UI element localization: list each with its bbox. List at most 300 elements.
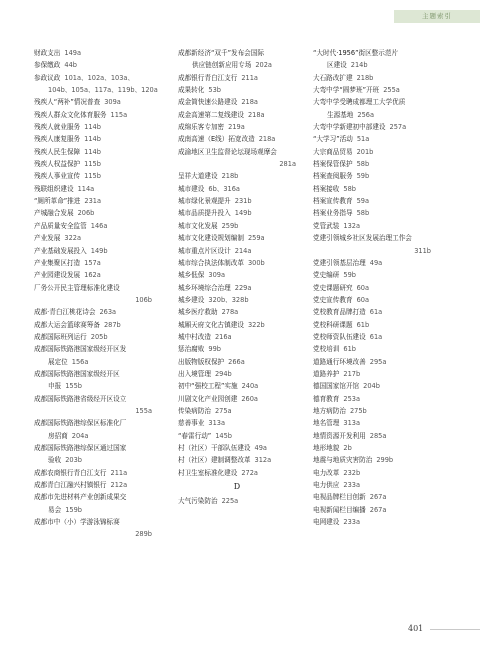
page-ref: 253a xyxy=(343,394,361,403)
index-term: 成都国际铁路港综保区标准化厂 xyxy=(34,419,127,428)
index-entry xyxy=(34,454,152,466)
page-ref: 101a、102a、103a、 xyxy=(64,73,135,82)
index-entry xyxy=(178,170,296,182)
index-entry xyxy=(178,294,296,306)
index-term: 成都青白江融兴村镇银行 xyxy=(34,481,107,490)
index-entry xyxy=(34,319,152,331)
index-term: 德育教育 xyxy=(313,394,340,403)
page-ref: 217b xyxy=(343,369,361,378)
index-entry xyxy=(313,232,431,244)
page-ref: 294b xyxy=(214,369,232,378)
page-ref: 206b xyxy=(77,209,95,218)
index-entry xyxy=(178,380,296,392)
page-ref: 214a xyxy=(234,246,252,255)
index-column-1 xyxy=(34,47,158,541)
index-entry xyxy=(178,133,296,145)
letter-heading-label: D xyxy=(233,482,241,492)
index-term: 呈祥大道建设 xyxy=(178,172,218,181)
index-entry xyxy=(34,331,152,343)
index-column-3 xyxy=(313,47,431,528)
page-ref: 257a xyxy=(389,123,407,132)
index-entry xyxy=(34,121,152,133)
page-ref: 58b xyxy=(356,160,370,169)
page-ref: 218a xyxy=(241,98,258,107)
index-entry xyxy=(34,146,152,158)
index-term: 成都农商银行青白江支行 xyxy=(34,468,107,477)
page-ref: 218a xyxy=(247,110,265,119)
page-ref: 115b xyxy=(84,160,101,169)
page-ref: 218b xyxy=(221,172,239,181)
index-entry xyxy=(178,306,296,318)
index-entry xyxy=(313,183,431,195)
index-term: 城厢天府文化古镇建设 xyxy=(178,320,244,329)
index-term: 党校教育品牌打造 xyxy=(313,308,366,317)
index-term: 城市重点片区设计 xyxy=(178,246,231,255)
index-term: 成都市中（小）学游泳锦标赛 xyxy=(34,518,120,527)
index-term: 大弯中学“圆梦班”开班 xyxy=(313,86,380,95)
index-entry xyxy=(178,319,296,331)
page-ref: 114b xyxy=(84,123,101,132)
page-ref: 211a xyxy=(110,468,128,477)
index-term: 成都国际班列运行 xyxy=(34,332,87,341)
page-ref: 149b xyxy=(234,209,252,218)
index-entry xyxy=(178,343,296,355)
index-term: 成都银行青白江支行 xyxy=(178,73,238,82)
index-entry xyxy=(34,417,152,429)
page-ref: 272a xyxy=(241,468,258,477)
page-ref: 240a xyxy=(241,382,259,391)
index-entry xyxy=(178,454,296,466)
index-term: 党史编研 xyxy=(313,271,340,280)
page-ref: 218a xyxy=(258,135,276,144)
page-ref: 106b xyxy=(135,295,152,304)
page-ref: 60a xyxy=(356,283,369,292)
letter-heading xyxy=(178,481,296,493)
index-term: 初中“强校工程”实施 xyxy=(178,382,238,391)
page-ref: 60a xyxy=(356,295,369,304)
page-ref: 263a xyxy=(99,308,117,317)
index-term: 出入境管理 xyxy=(178,369,211,378)
index-term: 区建设 xyxy=(327,61,347,70)
index-entry xyxy=(34,294,152,306)
index-term: 参保缴政 xyxy=(34,61,61,70)
index-term: 档案接收 xyxy=(313,184,340,193)
index-term: 城乡环境综合治理 xyxy=(178,283,231,292)
index-term: 道路养护 xyxy=(313,369,340,378)
index-entry xyxy=(34,442,152,454)
index-entry xyxy=(178,146,296,158)
index-term: 大弯中学新建初中部建设 xyxy=(313,123,386,132)
index-entry xyxy=(178,109,296,121)
index-entry xyxy=(313,96,431,108)
page-ref: 114b xyxy=(84,135,101,144)
index-column-2 xyxy=(178,47,296,508)
index-term: 成果转化 xyxy=(178,86,205,95)
index-term: 残疾人“两补”情况普查 xyxy=(34,98,101,107)
index-term: 成渝地区卫生监督论坛现场观摩会 xyxy=(178,147,277,156)
index-entry xyxy=(178,467,296,479)
index-term: 成都市先进材料产业创新成果交 xyxy=(34,493,127,502)
page-ref: 229a xyxy=(234,283,252,292)
index-entry xyxy=(34,195,152,207)
index-entry xyxy=(178,47,296,59)
index-entry xyxy=(34,47,152,59)
index-term: 成金简快速公路建设 xyxy=(178,98,238,107)
index-entry xyxy=(34,356,152,368)
index-term: 残疾人民生保障 xyxy=(34,147,81,156)
index-term: 村（社区）干部队伍建设 xyxy=(178,444,251,452)
index-term: 残疾人事业宣传 xyxy=(34,172,81,181)
index-term: 产业基础发展投入 xyxy=(34,246,87,255)
page-ref: 51a xyxy=(356,135,370,144)
index-term: 残疾人就业服务 xyxy=(34,123,81,132)
index-term: “春雷行动” xyxy=(178,431,212,440)
index-term: 电网建设 xyxy=(313,518,340,527)
index-entry xyxy=(313,245,431,257)
index-term: 残疾人群众文化体育服务 xyxy=(34,110,107,119)
index-term: 城市文化发展 xyxy=(178,221,218,230)
index-term: 党校师资队伍建设 xyxy=(313,332,366,341)
page-ref: 233a xyxy=(343,518,361,527)
index-term: 惩治腐败 xyxy=(178,345,205,354)
index-entry xyxy=(178,245,296,257)
index-term: “大学习”活动 xyxy=(313,135,353,144)
index-term: 地情资源开发利用 xyxy=(313,431,366,440)
page-ref: 205b xyxy=(90,332,108,341)
page-ref: 204a xyxy=(71,431,89,440)
index-term: 成绵乐客专加密 xyxy=(178,123,225,132)
page-ref: 281a xyxy=(279,160,296,169)
page-ref: 309a xyxy=(208,271,226,280)
index-entry xyxy=(34,343,152,355)
page-ref: 201b xyxy=(356,147,374,156)
index-term: 成都·青白江桃花诗会 xyxy=(34,308,96,317)
index-entry xyxy=(178,331,296,343)
index-term: 党管武装 xyxy=(313,221,340,230)
page-ref: 219a xyxy=(228,123,245,132)
index-term: 成金高速第二复线建设 xyxy=(178,110,244,119)
page-ref: 59a xyxy=(356,197,369,206)
page-ref: 300b xyxy=(247,258,265,267)
index-entry xyxy=(34,269,152,281)
index-entry xyxy=(34,393,152,405)
index-entry xyxy=(34,72,152,84)
index-entry xyxy=(178,195,296,207)
index-entry xyxy=(313,109,431,121)
page-number: 401 xyxy=(408,624,424,633)
index-entry xyxy=(178,84,296,96)
page-ref: 156a xyxy=(71,357,89,366)
page-ref: 322b xyxy=(247,320,265,329)
index-term: “厕所革命”推进 xyxy=(34,197,81,206)
index-entry xyxy=(178,495,296,507)
index-term: 党校培训 xyxy=(313,345,340,354)
index-term: 党校科研课题 xyxy=(313,320,353,329)
index-term: 电视新闻栏目编播 xyxy=(313,505,366,514)
index-term: 成都新经济“双千”发布会国际 xyxy=(178,49,264,57)
index-entry xyxy=(313,121,431,133)
page-ref: 59b xyxy=(343,271,356,280)
page-ref: 61b xyxy=(343,345,356,354)
index-entry xyxy=(313,479,431,491)
index-entry xyxy=(313,84,431,96)
page-ref: 275b xyxy=(349,406,367,415)
index-entry xyxy=(178,269,296,281)
index-term: 出版物版权保护 xyxy=(178,357,225,366)
index-term: 房招商 xyxy=(48,431,68,440)
index-entry xyxy=(313,368,431,380)
index-entry xyxy=(34,528,152,540)
index-entry xyxy=(178,232,296,244)
index-entry xyxy=(178,282,296,294)
index-term: 财政支出 xyxy=(34,49,61,57)
index-entry xyxy=(313,319,431,331)
index-entry xyxy=(34,170,152,182)
page-ref: 145b xyxy=(215,431,232,440)
page-ref: 267a xyxy=(369,493,387,502)
page-ref: 155b xyxy=(65,382,82,391)
page-ref: 275a xyxy=(214,406,232,415)
section-tag: 主题索引 xyxy=(394,10,480,23)
index-term: 地名管理 xyxy=(313,419,340,428)
index-entry xyxy=(34,109,152,121)
page-ref: 159b xyxy=(65,505,82,514)
index-term: 传染病防治 xyxy=(178,406,211,415)
index-entry xyxy=(313,269,431,281)
index-term: 地震与地质灾害防治 xyxy=(313,456,373,465)
index-term: 城市绿化景观提升 xyxy=(178,197,231,206)
index-entry xyxy=(313,170,431,182)
page-ref: 115b xyxy=(84,172,101,181)
index-entry xyxy=(34,306,152,318)
page-ref: 256a xyxy=(357,110,375,119)
index-entry xyxy=(34,467,152,479)
index-entry xyxy=(34,282,152,294)
index-term: 产城融合发展 xyxy=(34,209,74,218)
index-entry xyxy=(178,257,296,269)
index-term: 易会 xyxy=(48,505,62,514)
page-ref: 255a xyxy=(383,86,400,95)
page-ref: 202a xyxy=(255,61,272,70)
index-term: 参政议政 xyxy=(34,73,61,82)
page-ref: 311b xyxy=(414,246,431,255)
index-entry xyxy=(178,158,296,170)
index-entry xyxy=(178,405,296,417)
index-entry xyxy=(313,294,431,306)
page-ref: 99b xyxy=(208,345,221,354)
page-ref: 114b xyxy=(84,147,101,156)
page-ref: 6b、316a xyxy=(208,184,240,193)
page-ref: 309a xyxy=(104,98,121,107)
index-term: 大气污染防治 xyxy=(178,497,218,506)
page-ref: 114a xyxy=(77,184,95,193)
page-ref: 211a xyxy=(241,73,258,82)
index-term: 城乡医疗救助 xyxy=(178,308,218,317)
page-ref: 313a xyxy=(208,419,226,428)
index-term: 城市综合执法体制改革 xyxy=(178,258,244,267)
index-term: 川剧文化产业园创建 xyxy=(178,394,238,403)
index-entry xyxy=(313,47,431,59)
index-term: 电力改革 xyxy=(313,468,340,477)
index-entry xyxy=(34,491,152,503)
page-ref: 115a xyxy=(110,110,128,119)
index-entry xyxy=(34,257,152,269)
page-ref: 44b xyxy=(64,61,77,70)
index-term: 大弯中学受聘成都理工大学优质 xyxy=(313,98,406,107)
index-term: 档案查阅服务 xyxy=(313,172,353,181)
index-term: 城市品质提升投入 xyxy=(178,209,231,218)
index-entry xyxy=(313,207,431,219)
page-ref: 149b xyxy=(90,246,108,255)
index-term: 产品质量安全监管 xyxy=(34,221,87,230)
page-ref: 155a xyxy=(135,406,152,415)
page-ref: 312a xyxy=(254,456,272,465)
index-entry xyxy=(313,220,431,232)
page-ref: 322a xyxy=(64,234,82,243)
index-entry xyxy=(34,158,152,170)
page-ref: 149a xyxy=(64,49,82,57)
index-term: 产业集聚区打造 xyxy=(34,258,81,267)
index-term: 城中村改造 xyxy=(178,332,211,341)
index-term: 德国国家馆开馆 xyxy=(313,382,360,391)
index-entry xyxy=(178,356,296,368)
footer-rule xyxy=(430,629,480,630)
page-ref: 299b xyxy=(376,456,394,465)
page-ref: 132a xyxy=(343,221,361,230)
index-term: 生源基地 xyxy=(327,110,354,119)
index-term: 成都国际铁路港国家级经开区发 xyxy=(34,345,127,354)
page-ref: 259b xyxy=(221,221,239,230)
index-entry xyxy=(34,245,152,257)
index-term: 地方病防治 xyxy=(313,406,346,415)
index-entry xyxy=(34,430,152,442)
index-entry xyxy=(34,207,152,219)
page-ref: 266a xyxy=(228,357,245,366)
index-entry xyxy=(313,72,431,84)
index-term: 城市文化建设规划编制 xyxy=(178,234,244,243)
index-term: 验收 xyxy=(48,456,62,465)
index-term: 产业发展 xyxy=(34,234,61,243)
index-term: 道路通行环境改善 xyxy=(313,357,366,366)
index-term: 成都国际铁路港国家级经开区 xyxy=(34,369,120,378)
index-entry xyxy=(178,121,296,133)
index-term: 残疾人权益保护 xyxy=(34,160,81,169)
index-term: 残疾人康复服务 xyxy=(34,135,81,144)
index-term: 村卫生室标准化建设 xyxy=(178,468,238,477)
page-ref: 320b、328b xyxy=(208,295,249,304)
index-entry xyxy=(313,133,431,145)
index-entry xyxy=(313,282,431,294)
page-ref: 53b xyxy=(208,86,221,95)
index-entry xyxy=(178,430,296,442)
index-term: 城乡建设 xyxy=(178,295,205,304)
index-term: 慈善事业 xyxy=(178,419,205,428)
index-entry xyxy=(313,454,431,466)
page-ref: 162a xyxy=(84,271,101,280)
index-term: 残联组织建设 xyxy=(34,184,74,193)
index-entry xyxy=(313,516,431,528)
index-term: 党史课题研究 xyxy=(313,283,353,292)
page-ref: 61b xyxy=(356,320,370,329)
page-ref: 232b xyxy=(343,468,361,477)
index-entry xyxy=(313,467,431,479)
index-entry xyxy=(313,504,431,516)
index-entry xyxy=(34,380,152,392)
index-term: 党建引领城乡社区发展治理工作会 xyxy=(313,234,412,243)
index-entry xyxy=(178,96,296,108)
page-ref: 212a xyxy=(110,481,128,490)
index-entry xyxy=(313,491,431,503)
index-term: 村（社区）建制调整改革 xyxy=(178,456,251,465)
index-term: “大时代·1956”街区整示范片 xyxy=(313,49,399,57)
page-ref: 267a xyxy=(369,505,387,514)
index-entry xyxy=(313,343,431,355)
page-ref: 287b xyxy=(103,320,121,329)
index-entry xyxy=(313,59,431,71)
index-entry xyxy=(34,516,152,528)
index-entry xyxy=(34,368,152,380)
index-entry xyxy=(178,368,296,380)
index-term: 电视品牌栏目创新 xyxy=(313,493,366,502)
index-entry xyxy=(34,479,152,491)
page-ref: 225a xyxy=(221,497,239,506)
index-entry xyxy=(34,59,152,71)
page-ref: 231b xyxy=(234,197,252,206)
page-ref: 58b xyxy=(343,184,356,193)
index-entry xyxy=(313,430,431,442)
index-term: 产业园建设发展 xyxy=(34,271,81,280)
page-ref: 231a xyxy=(84,197,102,206)
index-entry xyxy=(313,257,431,269)
index-entry xyxy=(313,405,431,417)
index-entry xyxy=(178,220,296,232)
page-ref: 259a xyxy=(247,234,265,243)
index-term: 成都国际铁路港综保区通过国家 xyxy=(34,444,127,452)
index-entry xyxy=(313,146,431,158)
index-entry xyxy=(313,331,431,343)
index-entry xyxy=(34,133,152,145)
index-term: 供应链创新应用专场 xyxy=(192,61,252,70)
page-ref: 278a xyxy=(221,308,239,317)
page-ref: 214b xyxy=(350,61,368,70)
page-ref: 289b xyxy=(135,530,152,539)
index-term: 成南高速（E线）拓宽改造 xyxy=(178,135,255,144)
page-ref: 104b、105a、117a、119b、120a xyxy=(48,86,158,95)
index-entry xyxy=(178,417,296,429)
page-ref: 218b xyxy=(356,73,374,82)
index-entry xyxy=(313,417,431,429)
page-ref: 61a xyxy=(369,308,383,317)
index-entry xyxy=(313,393,431,405)
page-ref: 2b xyxy=(343,444,352,452)
index-entry xyxy=(178,442,296,454)
index-entry xyxy=(313,158,431,170)
index-term: 成都国际铁路港省级经开区设立 xyxy=(34,394,127,403)
index-term: 展定位 xyxy=(48,357,68,366)
page-ref: 157a xyxy=(84,258,101,267)
index-entry xyxy=(34,405,152,417)
index-entry xyxy=(178,393,296,405)
index-term: 城乡低保 xyxy=(178,271,205,280)
index-entry xyxy=(313,442,431,454)
index-term: 党建引领基层治理 xyxy=(313,258,366,267)
page-ref: 313a xyxy=(343,419,361,428)
page-ref: 61a xyxy=(369,332,383,341)
index-term: 电力供应 xyxy=(313,481,340,490)
page-ref: 59b xyxy=(356,172,370,181)
index-entry xyxy=(178,72,296,84)
index-term: 大宗商品贸易 xyxy=(313,147,353,156)
